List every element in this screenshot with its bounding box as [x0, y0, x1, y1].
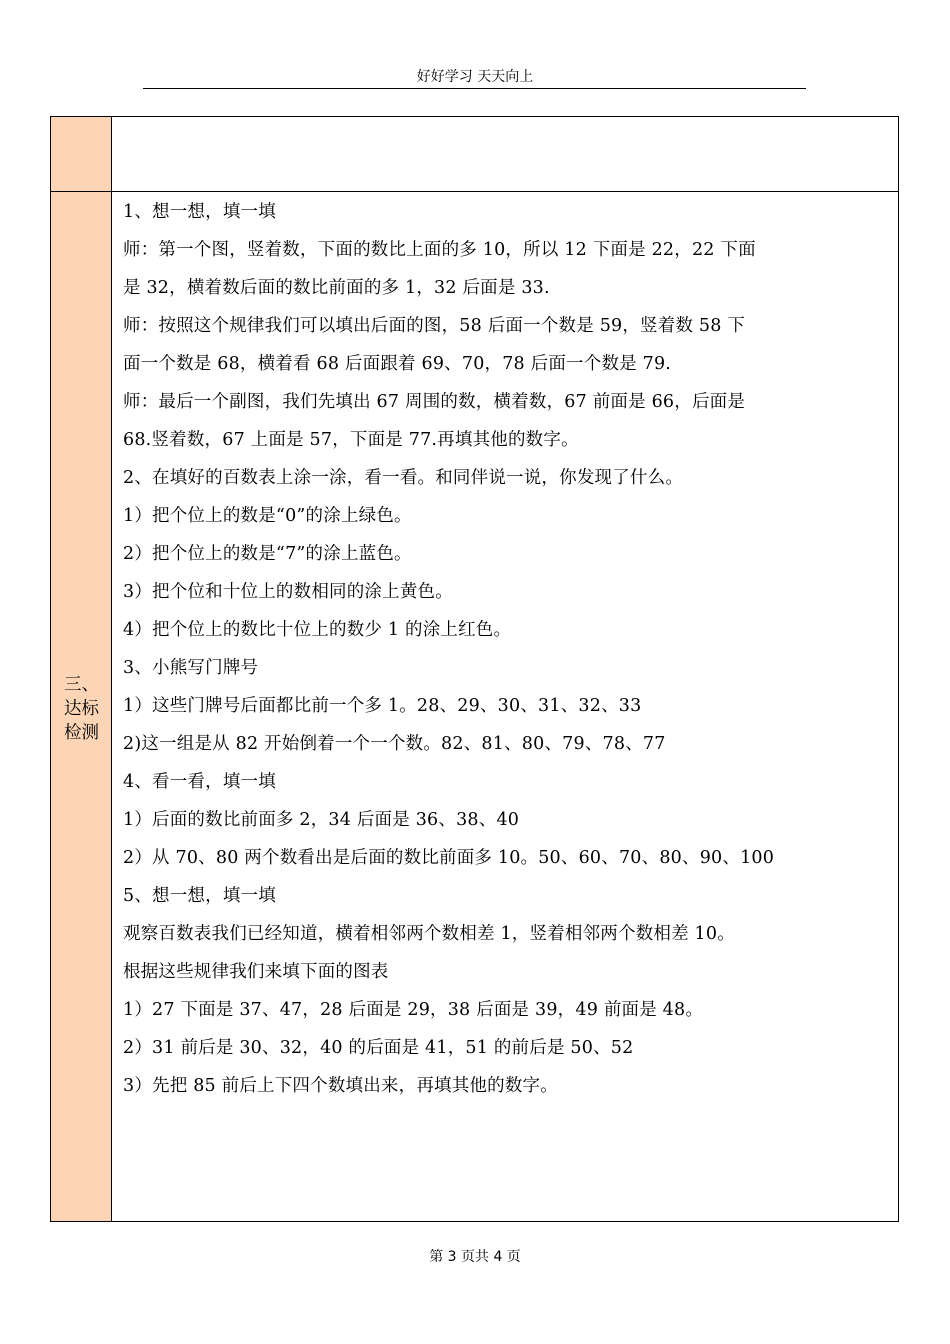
- content-line: 3）先把 85 前后上下四个数填出来，再填其他的数字。: [123, 1076, 558, 1096]
- content-line: 1）这些门牌号后面都比前一个多 1。28、29、30、31、32、33: [123, 696, 642, 716]
- content-line: 1）27 下面是 37、47，28 后面是 29，38 后面是 39，49 前面是 48。: [123, 1000, 704, 1020]
- content-line: 3、小熊写门牌号: [123, 658, 259, 678]
- content-line: 3）把个位和十位上的数相同的涂上黄色。: [123, 582, 453, 602]
- content-line: 面一个数是 68，横着看 68 后面跟着 69、70，78 后面一个数是 79.: [123, 354, 672, 374]
- header-rule: [143, 88, 806, 89]
- content-line: 是 32，横着数后面的数比前面的多 1，32 后面是 33.: [123, 278, 550, 298]
- content-line: 根据这些规律我们来填下面的图表: [123, 962, 389, 982]
- content-line: 2)这一组是从 82 开始倒着一个一个数。82、81、80、79、78、77: [123, 734, 666, 754]
- label-column: [51, 117, 112, 1221]
- section-label: 三、 达标 检测: [64, 675, 99, 743]
- content-line: 5、想一想，填一填: [123, 886, 276, 906]
- content-line: 师：第一个图，竖着数，下面的数比上面的多 10，所以 12 下面是 22，22 下面: [123, 240, 756, 260]
- page-footer: 第 3 页共 4 页: [429, 1249, 521, 1265]
- content-line: 师：最后一个副图，我们先填出 67 周围的数，横着数，67 前面是 66，后面是: [123, 392, 746, 412]
- content-line: 1）后面的数比前面多 2，34 后面是 36、38、40: [123, 810, 520, 830]
- section-content: [123, 193, 898, 1105]
- content-line: 师：按照这个规律我们可以填出后面的图，58 后面一个数是 59，竖着数 58 下: [123, 316, 746, 336]
- content-line: 68.竖着数，67 上面是 57，下面是 77.再填其他的数字。: [123, 430, 579, 450]
- content-line: 2）31 前后是 30、32，40 的后面是 41，51 的前后是 50、52: [123, 1038, 634, 1058]
- content-line: 1、想一想，填一填: [123, 202, 276, 222]
- page-header: 好好学习 天天向上: [416, 69, 534, 85]
- content-line: 1）把个位上的数是“0”的涂上绿色。: [123, 506, 412, 526]
- content-line: 4、看一看，填一填: [123, 772, 276, 792]
- content-line: 2）从 70、80 两个数看出是后面的数比前面多 10。50、60、70、80、90、100: [123, 848, 775, 868]
- content-line: 观察百数表我们已经知道，横着相邻两个数相差 1，竖着相邻两个数相差 10。: [123, 924, 735, 944]
- row-separator: [51, 191, 898, 192]
- content-line: 2）把个位上的数是“7”的涂上蓝色。: [123, 544, 412, 564]
- lesson-table: [50, 116, 899, 1222]
- content-line: 4）把个位上的数比十位上的数少 1 的涂上红色。: [123, 620, 512, 640]
- content-line: 2、在填好的百数表上涂一涂，看一看。和同伴说一说，你发现了什么。: [123, 468, 684, 488]
